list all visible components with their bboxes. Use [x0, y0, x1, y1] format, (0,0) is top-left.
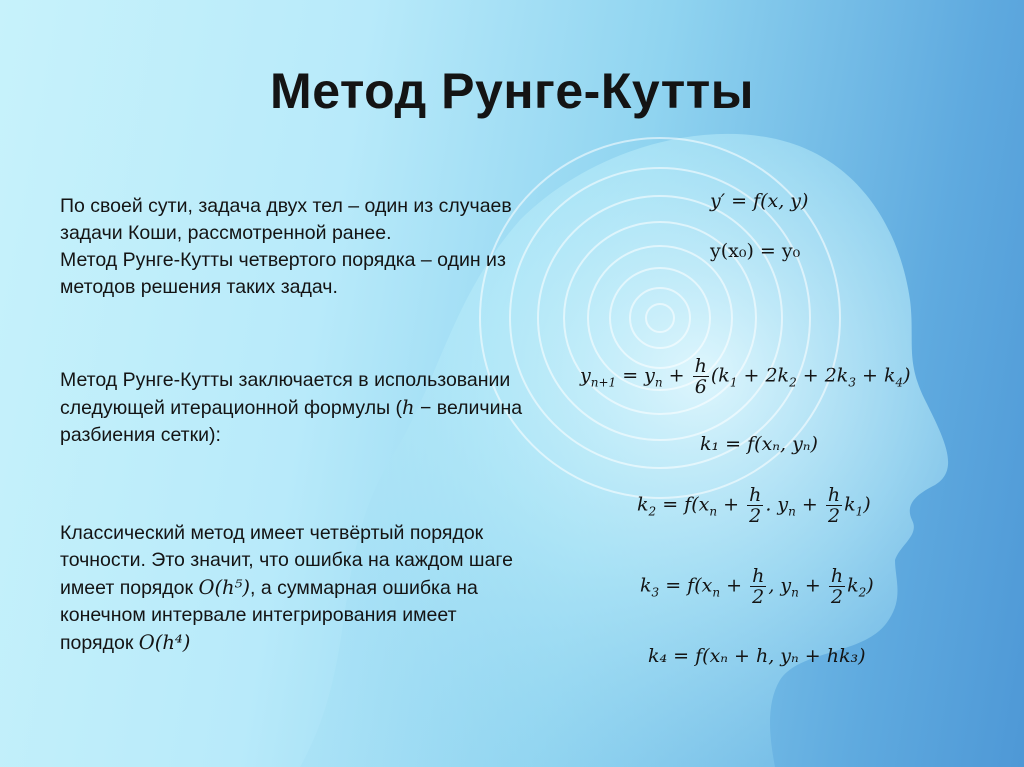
formula-k2: $k_2 = f(x_n$ + $\frac{h}{2}$ . $y_n$ + $\frac{h}{2}$ $k_1$)	[637, 484, 871, 527]
method-paragraph	[60, 367, 522, 449]
text-fragment: , а суммарная ошибка на	[250, 577, 478, 599]
text-line	[60, 394, 522, 422]
text-line	[60, 629, 513, 657]
math-o-h5: O(h⁵)	[198, 576, 251, 599]
text-line: конечном интервале интегрирования имеет	[60, 604, 457, 626]
text-line: Метод Рунге-Кутты четвертого порядка – один из	[60, 249, 506, 271]
text-line	[60, 574, 513, 602]
formula-k3: $k_3 = f(x_n$ + $\frac{h}{2}$ , $y_n$ + $\frac{h}{2}$ $k_2$)	[640, 565, 874, 608]
slide-title: Метод Рунге-Кутты	[270, 63, 754, 119]
text-line: задачи Коши, рассмотренной ранее.	[60, 222, 392, 244]
text-fragment: − величина	[414, 397, 523, 419]
text-line: Классический метод имеет четвёртый порядок	[60, 522, 484, 544]
formula-initial-condition: y(x₀) = y₀	[710, 240, 801, 262]
math-o-h4: O(h⁴)	[138, 631, 191, 654]
text-line: точности. Это значит, что ошибка на каждом шаге	[60, 549, 513, 571]
formula-ode: y′ = f(x, y)	[710, 190, 809, 212]
formula-iteration: $y_{n+1} = y_n$ + $\frac{h}{6}$ $(k_1 + 2k_2 + 2k_3 + k_4)$	[580, 355, 911, 398]
text-line: Метод Рунге-Кутты заключается в использовании	[60, 369, 511, 391]
formula-k1: k₁ = f(xₙ, yₙ)	[700, 433, 818, 455]
formula-k4: k₄ = f(xₙ + h, yₙ + hk₃)	[648, 645, 866, 667]
intro-paragraph	[60, 193, 512, 301]
text-line: По своей сути, задача двух тел – один из случаев	[60, 195, 512, 217]
accuracy-paragraph	[60, 520, 513, 657]
text-fragment: следующей итерационной формулы (	[60, 397, 403, 419]
math-h: h	[402, 396, 415, 419]
text-line: методов решения таких задач.	[60, 276, 338, 298]
text-fragment: порядок	[60, 632, 139, 654]
text-fragment: имеет порядок	[60, 577, 199, 599]
text-line: разбиения сетки):	[60, 424, 221, 446]
